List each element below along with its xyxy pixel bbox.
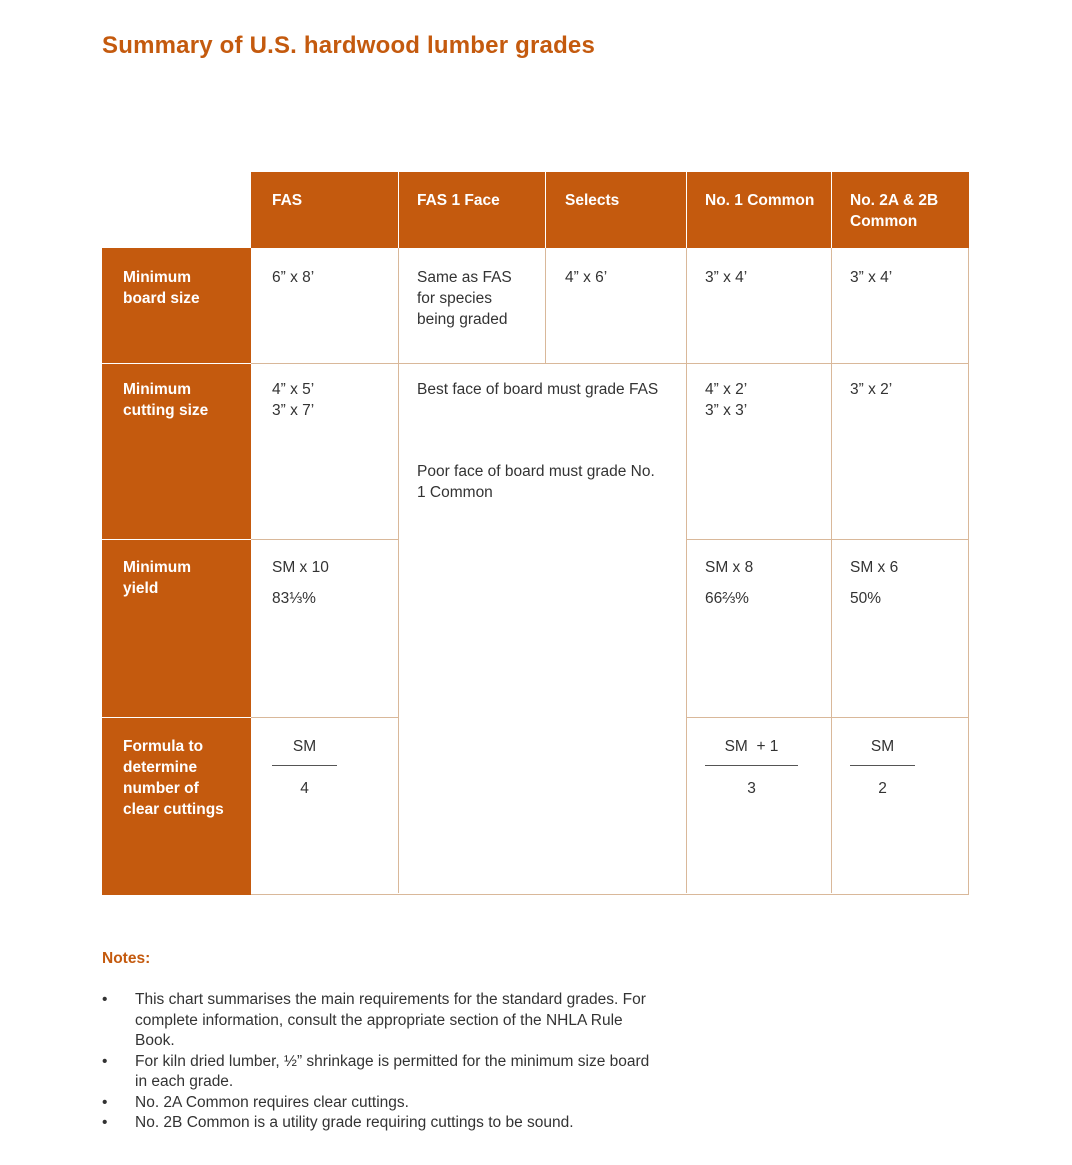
formula-no2 <box>850 736 915 799</box>
row-header-min-board-size: Minimum board size <box>123 269 200 307</box>
list-item <box>102 990 662 1052</box>
formula-no2-denominator: 2 <box>878 780 887 797</box>
bullet: • <box>102 1093 108 1111</box>
cell-yield-fas-percent: 83⅓% <box>272 590 316 607</box>
note-text: For kiln dried lumber, ½” shrinkage is permitted for the minimum size board in each grade. <box>135 1052 650 1090</box>
cell-cutting-size-no1-2: 3” x 3’ <box>705 402 748 419</box>
list-item <box>102 1052 662 1093</box>
formula-no1-denominator: 3 <box>747 780 756 797</box>
note-text: This chart summarises the main requirements for the standard grades. For complete information, consult the appropriate section of the NHLA Rule Book. <box>135 991 646 1049</box>
row-header-formula: Formula to determine number of clear cuttings <box>123 738 224 818</box>
column-header-selects: Selects <box>565 192 620 209</box>
fraction-bar <box>850 765 915 766</box>
cell-yield-no2-percent: 50% <box>850 590 882 607</box>
formula-fas-numerator: SM <box>292 738 317 755</box>
cell-yield-no2-formula: SM x 6 <box>850 559 899 576</box>
formula-no1 <box>705 736 798 799</box>
bullet: • <box>102 1052 108 1070</box>
cell-yield-no1-formula: SM x 8 <box>705 559 754 576</box>
cell-cutting-size-fas-1: 4” x 5’ <box>272 381 315 398</box>
notes-list <box>102 990 662 1134</box>
list-item <box>102 1113 662 1134</box>
column-header-no2-common: No. 2A & 2B Common <box>850 192 939 230</box>
page-title: Summary of U.S. hardwood lumber grades <box>102 32 596 59</box>
bullet: • <box>102 1114 108 1131</box>
cell-yield-no1-percent: 66⅔% <box>705 590 749 607</box>
cell-cutting-size-no2: 3” x 2’ <box>850 381 893 398</box>
cell-board-size-fas: 6” x 8’ <box>272 269 315 286</box>
fraction-bar <box>705 765 798 766</box>
note-text: No. 2B Common is a utility grade requiring cuttings to be sound. <box>135 1114 574 1131</box>
cell-cutting-size-no1-1: 4” x 2’ <box>705 381 748 398</box>
cell-yield-fas-formula: SM x 10 <box>272 559 329 576</box>
cell-cutting-size-poor-face: Poor face of board must grade No. 1 Common <box>417 463 655 501</box>
cell-cutting-size-fas-2: 3” x 7’ <box>272 402 315 419</box>
cell-board-size-selects: 4” x 6’ <box>565 269 608 286</box>
cell-board-size-no1: 3” x 4’ <box>705 269 748 286</box>
note-text: No. 2A Common requires clear cuttings. <box>135 1093 409 1111</box>
list-item <box>102 1093 662 1114</box>
formula-no2-numerator: SM <box>870 738 895 755</box>
column-header-fas-1-face: FAS 1 Face <box>417 192 500 209</box>
column-header-no1-common: No. 1 Common <box>705 192 815 209</box>
formula-fas <box>272 736 337 799</box>
bullet: • <box>102 991 108 1008</box>
cell-cutting-size-best-face: Best face of board must grade FAS <box>417 381 659 398</box>
cell-board-size-fas-1-face: Same as FAS for species being graded <box>417 269 512 328</box>
notes-heading: Notes: <box>102 950 151 967</box>
fraction-bar <box>272 765 337 766</box>
formula-fas-denominator: 4 <box>300 780 309 797</box>
formula-no1-numerator: SM + 1 <box>724 738 779 755</box>
row-header-min-yield: Minimum yield <box>123 559 192 597</box>
row-header-min-cutting-size: Minimum cutting size <box>123 381 209 419</box>
cell-board-size-no2: 3” x 4’ <box>850 269 893 286</box>
column-header-fas: FAS <box>272 192 303 209</box>
